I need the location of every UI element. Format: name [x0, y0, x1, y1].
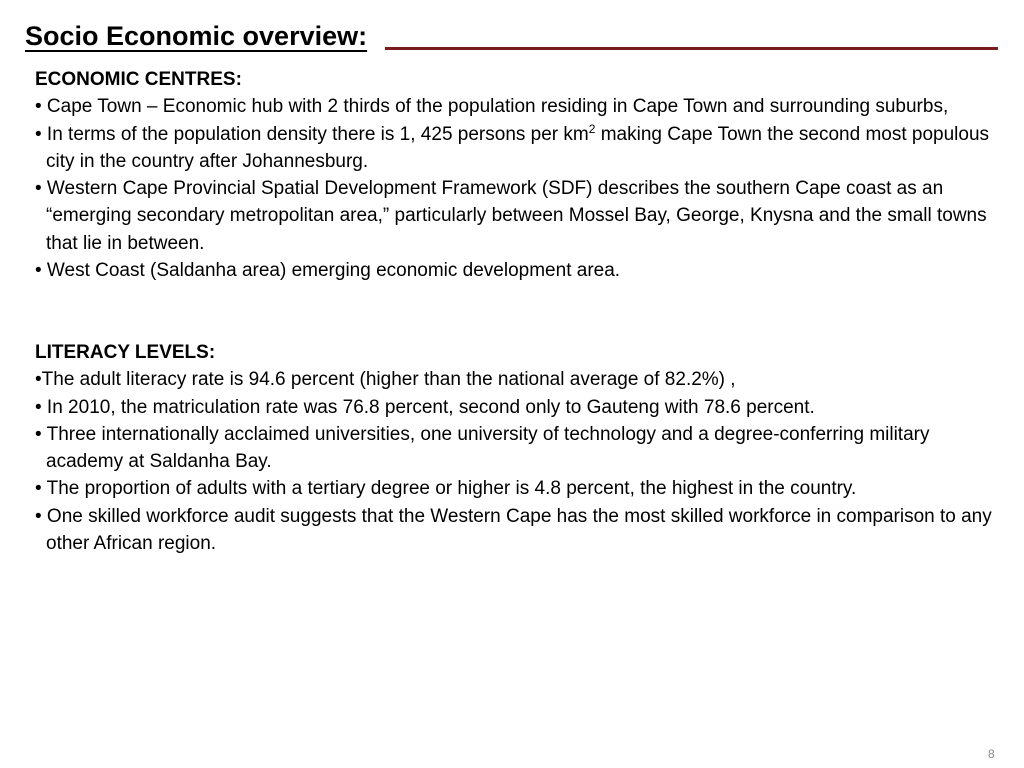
slide-title: Socio Economic overview: [25, 21, 368, 51]
superscript-two: 2 [588, 121, 596, 136]
literacy-bullet-adult-rate: •The adult literacy rate is 94.6 percent (higher than the national average of 82.2%) , [35, 369, 736, 391]
section-spacer [35, 284, 995, 339]
literacy-bullet-matriculation: • In 2010, the matriculation rate was 76.8 percent, second only to Gauteng with 78.6 percent. [35, 396, 815, 418]
title-underline-rule [385, 47, 998, 50]
literacy-bullet-skilled-workforce: • One skilled workforce audit suggests that the Western Cape has the most skilled workforce in comparison to any other African region. [35, 505, 992, 555]
literacy-bullet-tertiary-degree: • The proportion of adults with a tertiary degree or higher is 4.8 percent, the highest in the country. [35, 478, 857, 500]
page-number: 8 [988, 747, 995, 761]
literacy-bullet-universities: • Three internationally acclaimed universities, one university of technology and a degree-conferring military academy at Saldanha Bay. [35, 423, 930, 473]
economic-bullet-population-density [35, 121, 995, 176]
slide-content [35, 66, 995, 557]
economic-bullet-cape-town: • Cape Town – Economic hub with 2 thirds of the population residing in Cape Town and surrounding suburbs, [35, 96, 949, 118]
economic-bullet-west-coast: • West Coast (Saldanha area) emerging economic development area. [35, 260, 621, 282]
economic-bullet-sdf: • Western Cape Provincial Spatial Development Framework (SDF) describes the southern Cape coast as an “emerging secondary metropolitan area,” particularly between Mossel Bay, George, Knysna and the small towns that lie in between. [35, 178, 987, 254]
literacy-levels-heading: LITERACY LEVELS: [35, 341, 216, 363]
economic-centres-heading: ECONOMIC CENTRES: [35, 69, 242, 90]
density-text-start: • In terms of the population density there is 1, 425 persons per km [35, 123, 589, 145]
density-text-end: making Cape Town the second most populous city in the country after Johannesburg. [46, 123, 990, 172]
